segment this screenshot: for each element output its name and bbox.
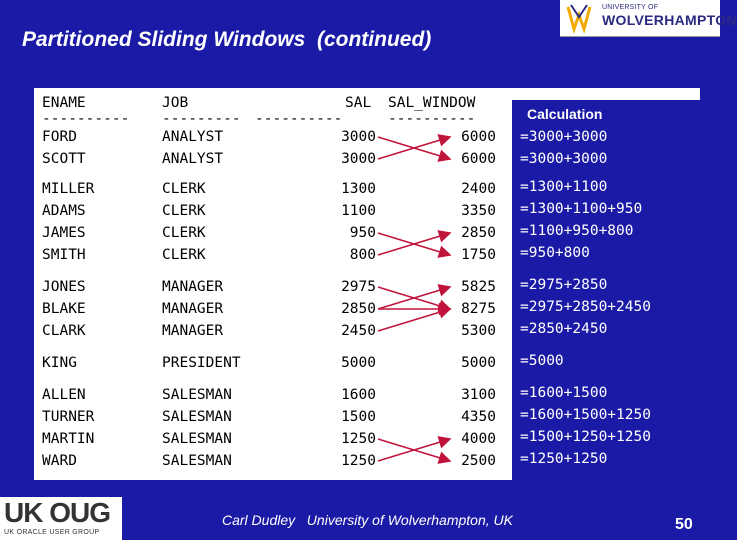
cell-sal: 1250 xyxy=(341,453,376,469)
cell-ename: BLAKE xyxy=(42,301,86,317)
cell-job: SALESMAN xyxy=(162,431,232,447)
header-sal-window: SAL_WINDOW xyxy=(388,95,476,111)
calculation-line: =3000+3000 xyxy=(520,151,608,167)
cell-ename: FORD xyxy=(42,129,77,145)
calculation-line: =950+800 xyxy=(520,245,590,261)
university-logo-line2: WOLVERHAMPTON xyxy=(602,12,737,28)
cell-sal-window: 5825 xyxy=(461,279,496,295)
cell-sal-window: 3350 xyxy=(461,203,496,219)
cell-ename: ALLEN xyxy=(42,387,86,403)
cell-sal: 5000 xyxy=(341,355,376,371)
cell-job: CLERK xyxy=(162,203,206,219)
cell-job: PRESIDENT xyxy=(162,355,241,371)
cell-job: CLERK xyxy=(162,225,206,241)
ukoug-logo-sub: UK ORACLE USER GROUP xyxy=(4,529,100,536)
cell-sal: 2450 xyxy=(341,323,376,339)
cell-sal: 2850 xyxy=(341,301,376,317)
cell-sal-window: 2400 xyxy=(461,181,496,197)
header-job: JOB xyxy=(162,95,189,111)
cell-sal-window: 8275 xyxy=(461,301,496,317)
separator-job: --------- xyxy=(162,111,241,127)
ukoug-logo xyxy=(0,497,122,540)
cell-sal-window: 6000 xyxy=(461,129,496,145)
cell-sal-window: 2500 xyxy=(461,453,496,469)
calculation-line: =1300+1100+950 xyxy=(520,201,643,217)
separator-ename: ---------- xyxy=(42,111,130,127)
cell-job: CLERK xyxy=(162,247,206,263)
cell-sal-window: 6000 xyxy=(461,151,496,167)
cell-sal-window: 4350 xyxy=(461,409,496,425)
university-crest-icon xyxy=(566,3,592,33)
calculation-line: =1100+950+800 xyxy=(520,223,634,239)
footer-author: Carl Dudley University of Wolverhampton, UK xyxy=(222,512,513,528)
cell-ename: KING xyxy=(42,355,77,371)
university-logo-line1: UNIVERSITY OF xyxy=(602,4,659,11)
header-sal: SAL xyxy=(345,95,372,111)
calculation-line: =2850+2450 xyxy=(520,321,608,337)
ukoug-logo-main: UK OUG xyxy=(4,497,110,528)
cell-sal-window: 3100 xyxy=(461,387,496,403)
university-logo xyxy=(560,0,737,37)
cell-job: SALESMAN xyxy=(162,453,232,469)
calculation-line: =1500+1250+1250 xyxy=(520,429,651,445)
cell-sal: 3000 xyxy=(341,129,376,145)
cell-sal: 800 xyxy=(349,247,376,263)
cell-job: MANAGER xyxy=(162,279,224,295)
cell-ename: CLARK xyxy=(42,323,86,339)
cell-job: ANALYST xyxy=(162,151,224,167)
slide-title: Partitioned Sliding Windows (continued) xyxy=(22,28,432,51)
cell-sal-window: 5300 xyxy=(461,323,496,339)
cell-sal: 1600 xyxy=(341,387,376,403)
cell-ename: ADAMS xyxy=(42,203,86,219)
calculation-line: =5000 xyxy=(520,353,564,369)
cell-sal-window: 4000 xyxy=(461,431,496,447)
separator-sal: ---------- xyxy=(255,111,343,127)
separator-sal-window: ---------- xyxy=(388,111,476,127)
cell-job: MANAGER xyxy=(162,301,224,317)
calculation-line: =2975+2850 xyxy=(520,277,608,293)
cell-sal: 1250 xyxy=(341,431,376,447)
calculation-line: =1300+1100 xyxy=(520,179,608,195)
header-ename: ENAME xyxy=(42,95,86,111)
cell-sal: 1100 xyxy=(341,203,376,219)
calculation-line: =1600+1500+1250 xyxy=(520,407,651,423)
cell-sal: 2975 xyxy=(341,279,376,295)
cell-ename: SMITH xyxy=(42,247,86,263)
cell-job: SALESMAN xyxy=(162,387,232,403)
cell-sal: 1300 xyxy=(341,181,376,197)
cell-ename: TURNER xyxy=(42,409,95,425)
cell-job: CLERK xyxy=(162,181,206,197)
cell-ename: WARD xyxy=(42,453,77,469)
cell-job: MANAGER xyxy=(162,323,224,339)
page-number: 50 xyxy=(675,516,693,533)
cell-ename: JONES xyxy=(42,279,86,295)
cell-sal-window: 1750 xyxy=(461,247,496,263)
cell-ename: MARTIN xyxy=(42,431,95,447)
calculation-line: =3000+3000 xyxy=(520,129,608,145)
cell-ename: SCOTT xyxy=(42,151,86,167)
calculation-header: Calculation xyxy=(527,106,603,122)
cell-job: ANALYST xyxy=(162,129,224,145)
cell-sal-window: 5000 xyxy=(461,355,496,371)
calculation-line: =2975+2850+2450 xyxy=(520,299,651,315)
calculation-line: =1250+1250 xyxy=(520,451,608,467)
cell-sal: 950 xyxy=(349,225,376,241)
cell-sal-window: 2850 xyxy=(461,225,496,241)
cell-sal: 3000 xyxy=(341,151,376,167)
cell-job: SALESMAN xyxy=(162,409,232,425)
calculation-line: =1600+1500 xyxy=(520,385,608,401)
cell-ename: JAMES xyxy=(42,225,86,241)
cell-ename: MILLER xyxy=(42,181,95,197)
cell-sal: 1500 xyxy=(341,409,376,425)
